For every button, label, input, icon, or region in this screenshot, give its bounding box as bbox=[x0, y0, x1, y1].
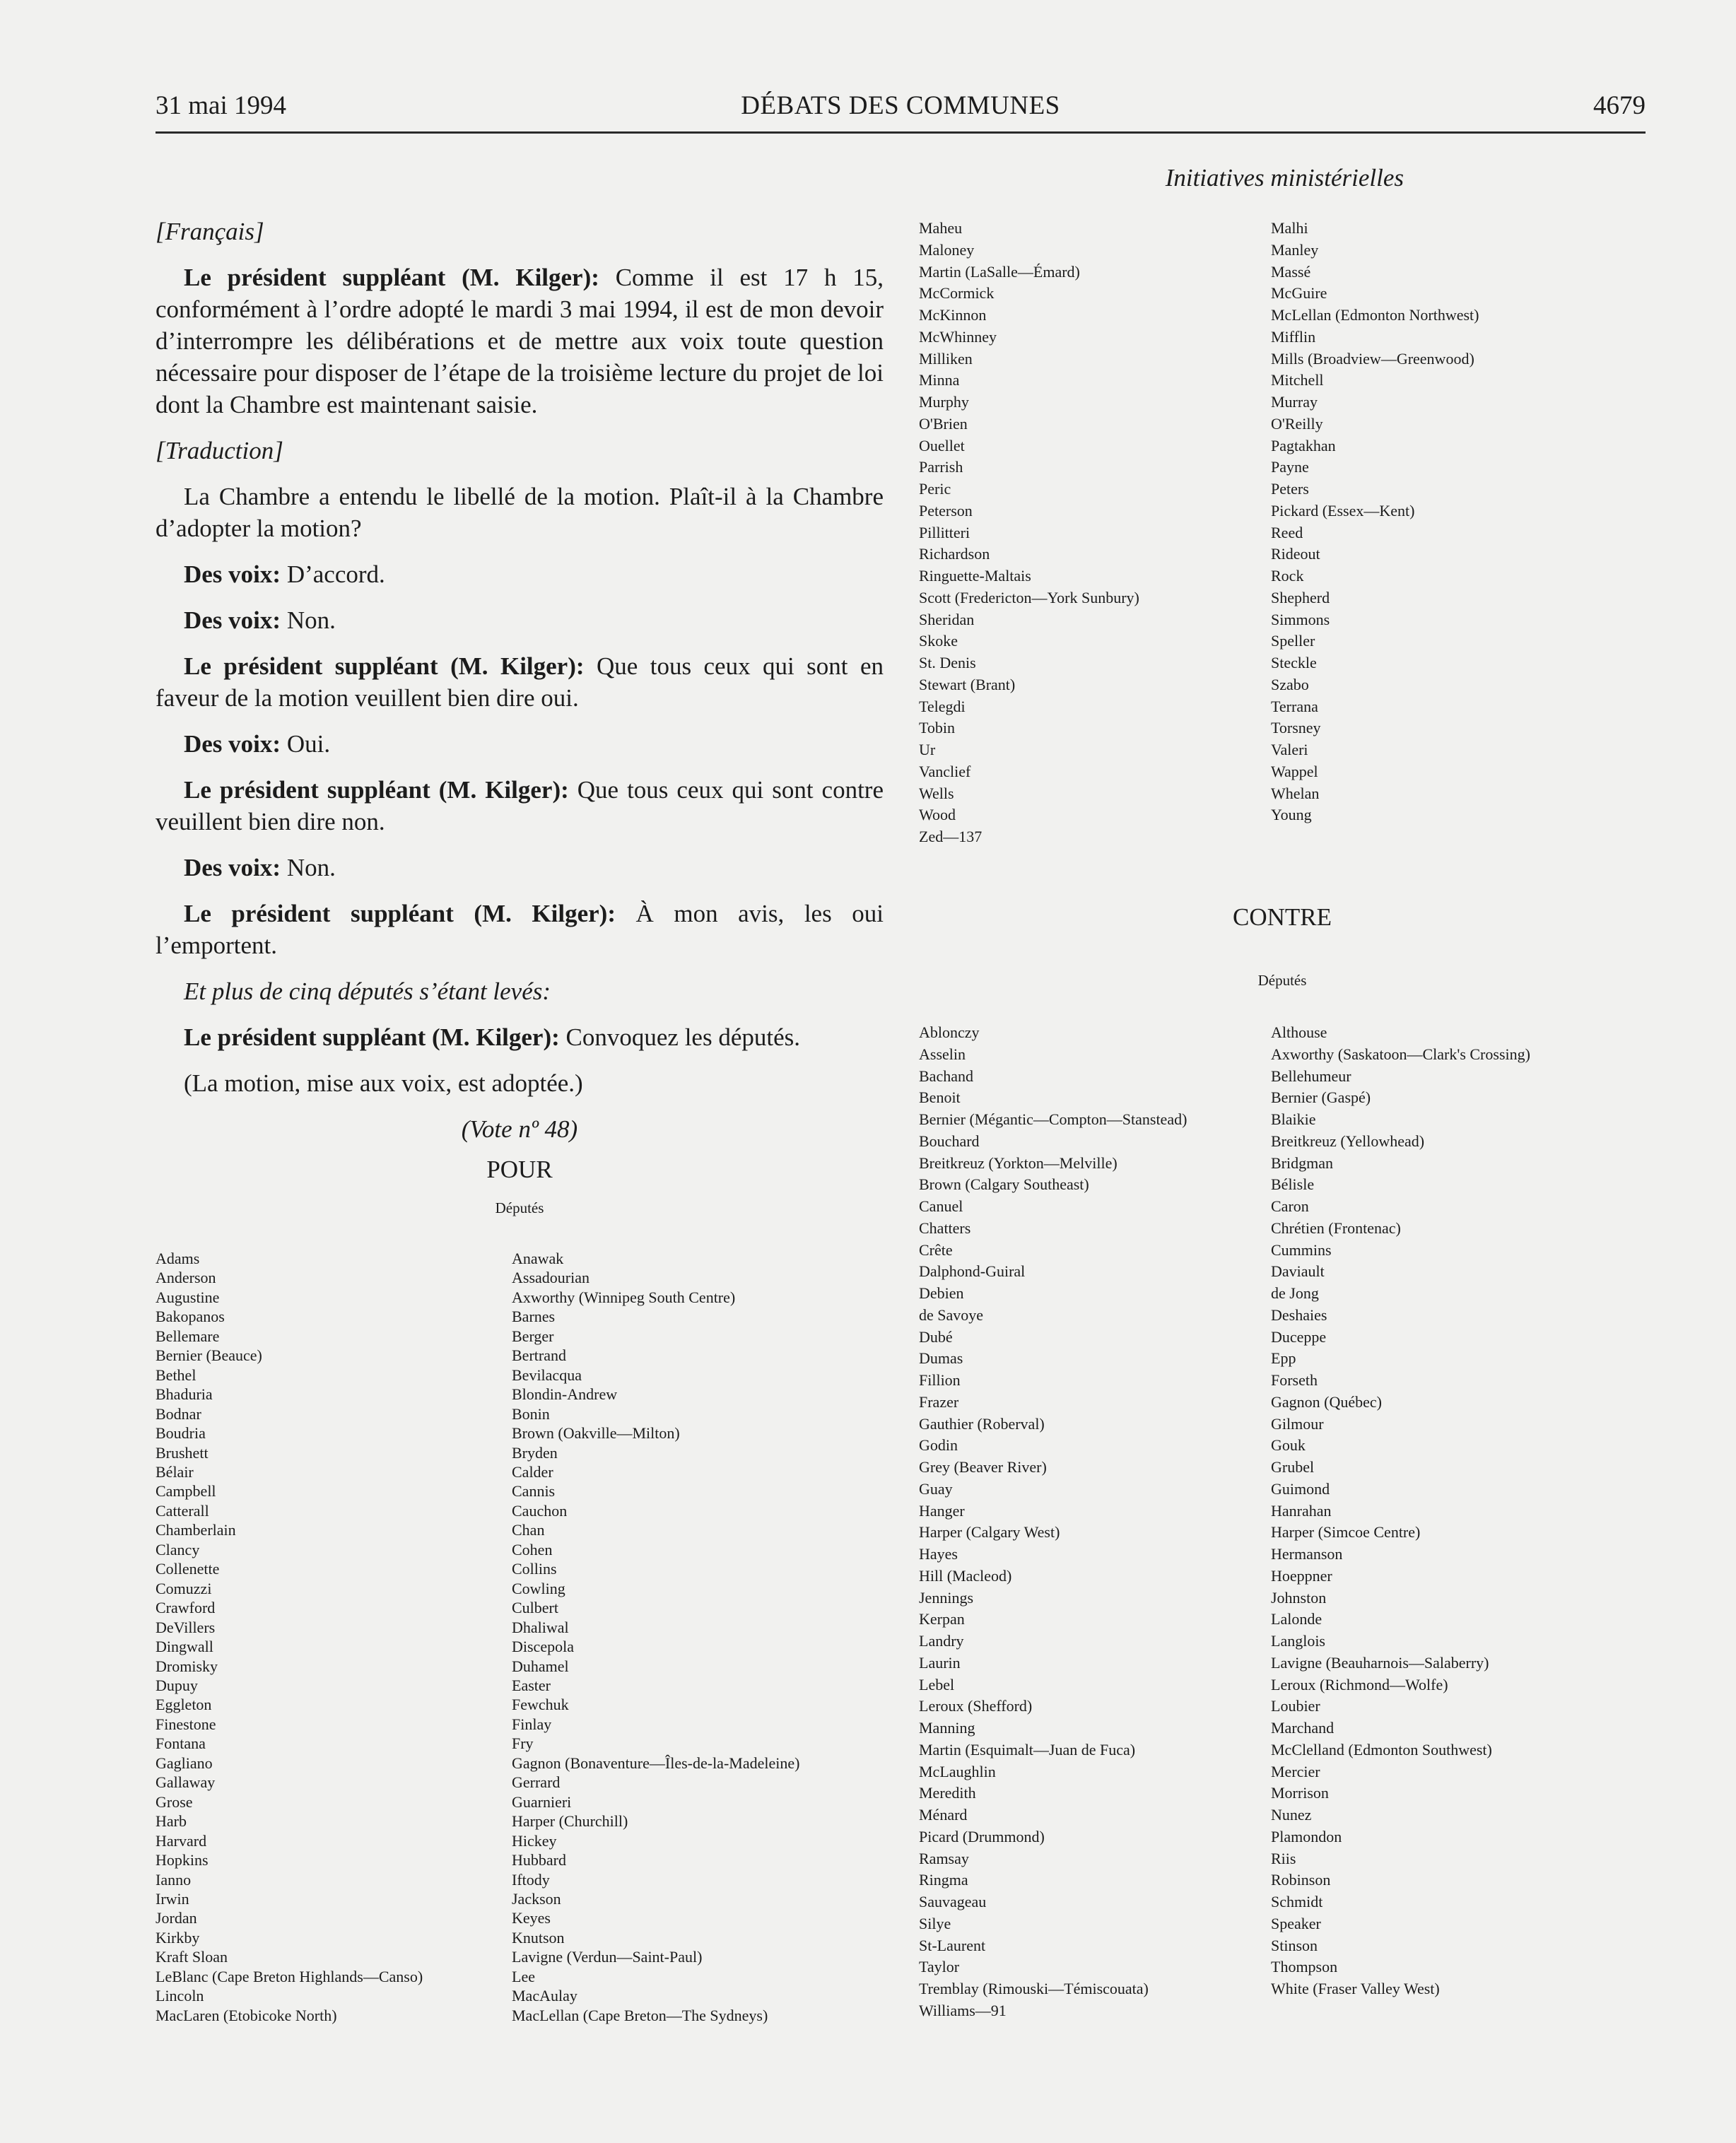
member-name: Hanger bbox=[919, 1501, 965, 1520]
member-name: Breitkreuz (Yorkton—Melville) bbox=[919, 1153, 1118, 1172]
member-name: Bridgman bbox=[1271, 1153, 1333, 1172]
member-name: Bachand bbox=[919, 1067, 973, 1085]
member-name: Thompson bbox=[1271, 1958, 1338, 1976]
member-name: Boudria bbox=[156, 1424, 206, 1443]
member-name: Nunez bbox=[1271, 1806, 1312, 1824]
member-name: Pickard (Essex—Kent) bbox=[1271, 501, 1415, 519]
contre-names-column-2 bbox=[1271, 1022, 1530, 2000]
member-name: Landry bbox=[919, 1632, 964, 1650]
member-name: Axworthy (Saskatoon—Clark's Crossing) bbox=[1271, 1045, 1530, 1063]
member-name: Leroux (Richmond—Wolfe) bbox=[1271, 1675, 1448, 1693]
member-name: Milliken bbox=[919, 349, 973, 368]
member-name: Cummins bbox=[1271, 1240, 1332, 1259]
member-name: Harper (Churchill) bbox=[512, 1812, 628, 1831]
member-name: MacAulay bbox=[512, 1987, 577, 2005]
member-name: McLaughlin bbox=[919, 1762, 996, 1780]
member-name: Malhi bbox=[1271, 219, 1308, 237]
member-name: Schmidt bbox=[1271, 1893, 1323, 1910]
speaker-label: Le président suppléant (M. Kilger): bbox=[184, 776, 569, 804]
member-name: Speller bbox=[1271, 632, 1315, 650]
member-name: White (Fraser Valley West) bbox=[1271, 1980, 1440, 1997]
speaker-label: Des voix: bbox=[184, 730, 281, 758]
member-name: Dumas bbox=[919, 1349, 963, 1368]
member-name: Brushett bbox=[156, 1443, 209, 1462]
member-name: Gagnon (Bonaventure—Îles-de-la-Madeleine) bbox=[512, 1754, 800, 1772]
member-name: Bertrand bbox=[512, 1346, 566, 1365]
debate-paragraph bbox=[156, 604, 884, 636]
debate-paragraph: La Chambre a entendu le libellé de la motion. Plaît-il à la Chambre d’adopter la motion? bbox=[156, 483, 884, 542]
member-name: Tobin bbox=[919, 719, 956, 737]
debate-paragraph bbox=[156, 774, 884, 838]
member-name: Skoke bbox=[919, 632, 958, 650]
member-name: DeVillers bbox=[156, 1618, 216, 1636]
debate-paragraph bbox=[156, 262, 884, 421]
member-name: Grose bbox=[156, 1792, 193, 1811]
member-name: Keyes bbox=[512, 1909, 551, 1927]
member-name: Finlay bbox=[512, 1715, 552, 1733]
member-name: Fontana bbox=[156, 1734, 206, 1753]
member-name: Campbell bbox=[156, 1482, 216, 1501]
pour-names-column-2 bbox=[512, 1249, 799, 2025]
member-name: Cowling bbox=[512, 1579, 565, 1597]
member-name: Whelan bbox=[1271, 784, 1320, 802]
member-name: Ur bbox=[919, 741, 936, 758]
member-name: Asselin bbox=[919, 1045, 966, 1063]
member-name: Leroux (Shefford) bbox=[919, 1697, 1033, 1715]
speech-text: Comme il est 17 h 15, conformément à l’ordre adopté le mardi 3 mai 1994, il est de mon devoir d’interrompre les délibérations et de mettre aux voix toute question nécessaire pour disposer de l’étape de la troisième lecture du projet de loi dont la Chambre est maintenant saisie. bbox=[156, 264, 884, 418]
member-name: Chatters bbox=[919, 1219, 971, 1237]
contre-names-column-1 bbox=[919, 1022, 1187, 2022]
member-name: Laurin bbox=[919, 1653, 961, 1672]
member-name: Richardson bbox=[919, 545, 990, 563]
member-name: Telegdi bbox=[919, 697, 966, 715]
member-name: Wells bbox=[919, 784, 954, 802]
member-name: Frazer bbox=[919, 1392, 959, 1411]
member-name: Harper (Calgary West) bbox=[919, 1523, 1060, 1542]
member-name: Rock bbox=[1271, 567, 1304, 585]
member-name: Morrison bbox=[1271, 1784, 1329, 1802]
speech-text: À mon avis, les oui l’emportent. bbox=[156, 900, 884, 959]
member-name: Simmons bbox=[1271, 610, 1330, 628]
member-name: Althouse bbox=[1271, 1023, 1327, 1041]
member-name: Martin (LaSalle—Émard) bbox=[919, 262, 1080, 281]
debate-paragraph bbox=[156, 650, 884, 714]
member-name: Bellemare bbox=[156, 1327, 220, 1345]
speaker-label: Des voix: bbox=[184, 606, 281, 634]
member-name: Minna bbox=[919, 371, 960, 389]
member-name: Langlois bbox=[1271, 1632, 1325, 1650]
member-name: Ouellet bbox=[919, 436, 965, 454]
member-name: Gerrard bbox=[512, 1773, 561, 1792]
member-name: Kraft Sloan bbox=[156, 1948, 228, 1966]
member-name: Easter bbox=[512, 1676, 551, 1694]
member-name: Gauthier (Roberval) bbox=[919, 1414, 1045, 1433]
header-divider bbox=[156, 131, 1646, 134]
member-name: Benoit bbox=[919, 1088, 961, 1107]
member-name: Hickey bbox=[512, 1831, 557, 1850]
member-name: Rideout bbox=[1271, 545, 1320, 563]
member-name: Vanclief bbox=[919, 762, 971, 780]
member-name: Manley bbox=[1271, 240, 1319, 259]
member-name: Cohen bbox=[512, 1540, 553, 1558]
speech-text: Que tous ceux qui sont contre veuillent bien dire non. bbox=[156, 776, 884, 835]
member-name: Catterall bbox=[156, 1501, 209, 1520]
member-name: Sauvageau bbox=[919, 1893, 987, 1910]
pour-heading: POUR bbox=[486, 1156, 553, 1183]
speaker-label: Le président suppléant (M. Kilger): bbox=[184, 900, 616, 927]
member-name: Picard (Drummond) bbox=[919, 1827, 1045, 1845]
member-name: Chan bbox=[512, 1521, 545, 1539]
speaker-label: Le président suppléant (M. Kilger): bbox=[184, 1023, 560, 1051]
member-name: Robinson bbox=[1271, 1871, 1331, 1889]
member-name: Speaker bbox=[1271, 1914, 1321, 1932]
member-name: Adams bbox=[156, 1250, 200, 1267]
member-name: Lavigne (Verdun—Saint-Paul) bbox=[512, 1948, 703, 1966]
member-name: Loubier bbox=[1271, 1697, 1320, 1715]
member-name: Berger bbox=[512, 1327, 554, 1345]
member-name: Fry bbox=[512, 1734, 534, 1753]
pour-names-column-4 bbox=[1271, 218, 1479, 826]
member-name: Axworthy (Winnipeg South Centre) bbox=[512, 1288, 736, 1306]
member-name: Stinson bbox=[1271, 1936, 1318, 1954]
member-name: Gilmour bbox=[1271, 1414, 1324, 1433]
member-name: O'Brien bbox=[919, 414, 968, 433]
member-name: McWhinney bbox=[919, 327, 997, 346]
member-name: Kerpan bbox=[919, 1610, 965, 1628]
debate-paragraph bbox=[156, 1021, 884, 1053]
member-name: Bouchard bbox=[919, 1132, 980, 1150]
debate-paragraph: Et plus de cinq députés s’étant levés: bbox=[184, 977, 551, 1005]
member-name: O'Reilly bbox=[1271, 414, 1323, 433]
member-name: Gouk bbox=[1271, 1436, 1306, 1455]
member-name: Eggleton bbox=[156, 1696, 212, 1714]
member-name: Crête bbox=[919, 1240, 953, 1259]
member-name: Szabo bbox=[1271, 675, 1309, 693]
member-name: Collins bbox=[512, 1560, 557, 1578]
member-name: Hoeppner bbox=[1271, 1566, 1332, 1585]
member-name: Bélair bbox=[156, 1462, 194, 1481]
speech-text: Convoquez les députés. bbox=[559, 1023, 800, 1051]
member-name: Bhaduria bbox=[156, 1385, 213, 1404]
member-name: Iftody bbox=[512, 1870, 550, 1889]
speaker-label: Des voix: bbox=[184, 560, 281, 588]
member-name: Bernier (Beauce) bbox=[156, 1346, 262, 1365]
member-name: Dromisky bbox=[156, 1657, 218, 1675]
member-name: Godin bbox=[919, 1436, 958, 1455]
member-name: Jackson bbox=[512, 1889, 561, 1908]
language-marker: [Français] bbox=[156, 218, 264, 245]
member-name: Gagliano bbox=[156, 1754, 213, 1772]
header-page-number: 4679 bbox=[1593, 91, 1646, 120]
member-name: Zed—137 bbox=[919, 828, 983, 845]
member-name: Ablonczy bbox=[919, 1023, 980, 1041]
member-name: Fewchuk bbox=[512, 1696, 569, 1714]
member-name: Martin (Esquimalt—Juan de Fuca) bbox=[919, 1740, 1136, 1759]
member-name: Payne bbox=[1271, 458, 1309, 476]
member-name: Reed bbox=[1271, 523, 1303, 541]
member-name: Dalphond-Guiral bbox=[919, 1262, 1026, 1281]
member-name: Steckle bbox=[1271, 654, 1317, 671]
member-name: Deshaies bbox=[1271, 1305, 1327, 1324]
member-name: Williams—91 bbox=[919, 2001, 1007, 2019]
member-name: Ramsay bbox=[919, 1849, 969, 1867]
member-name: Dingwall bbox=[156, 1638, 213, 1656]
member-name: Bethel bbox=[156, 1366, 197, 1384]
member-name: Ringma bbox=[919, 1871, 968, 1889]
member-name: Dubé bbox=[919, 1327, 953, 1346]
member-name: Gagnon (Québec) bbox=[1271, 1392, 1382, 1411]
member-name: Chrétien (Frontenac) bbox=[1271, 1219, 1401, 1237]
debate-column bbox=[156, 216, 884, 1224]
member-name: Chamberlain bbox=[156, 1521, 236, 1539]
member-name: Peters bbox=[1271, 480, 1309, 498]
member-name: Massé bbox=[1271, 262, 1311, 281]
member-name: Debien bbox=[919, 1284, 964, 1302]
member-name: Duhamel bbox=[512, 1657, 569, 1675]
member-name: Epp bbox=[1271, 1349, 1296, 1368]
member-name: Bernier (Mégantic—Compton—Stanstead) bbox=[919, 1110, 1187, 1128]
member-name: McGuire bbox=[1271, 284, 1327, 303]
member-name: Hubbard bbox=[512, 1851, 566, 1869]
member-name: Scott (Fredericton—York Sunbury) bbox=[919, 588, 1139, 606]
member-name: Assadourian bbox=[512, 1269, 590, 1287]
member-name: de Jong bbox=[1271, 1284, 1319, 1302]
member-name: McKinnon bbox=[919, 306, 987, 324]
member-name: Murphy bbox=[919, 393, 969, 411]
member-name: Lebel bbox=[919, 1675, 955, 1693]
member-name: Stewart (Brant) bbox=[919, 675, 1016, 693]
member-name: Crawford bbox=[156, 1599, 216, 1617]
member-name: MacLellan (Cape Breton—The Sydneys) bbox=[512, 2006, 768, 2024]
member-name: Riis bbox=[1271, 1849, 1296, 1867]
member-name: Comuzzi bbox=[156, 1579, 212, 1597]
member-name: Cannis bbox=[512, 1482, 556, 1501]
member-name: Bodnar bbox=[156, 1404, 201, 1423]
debate-paragraph bbox=[156, 898, 884, 961]
member-name: Caron bbox=[1271, 1197, 1309, 1215]
debate-paragraph: (La motion, mise aux voix, est adoptée.) bbox=[184, 1069, 583, 1097]
member-name: Jennings bbox=[919, 1588, 973, 1607]
member-name: Hopkins bbox=[156, 1851, 209, 1869]
member-name: Sheridan bbox=[919, 610, 975, 628]
member-name: Guimond bbox=[1271, 1479, 1330, 1498]
member-name: Collenette bbox=[156, 1560, 220, 1578]
member-name: St-Laurent bbox=[919, 1936, 986, 1954]
member-name: Anderson bbox=[156, 1269, 216, 1287]
member-name: Canuel bbox=[919, 1197, 963, 1215]
member-name: McCormick bbox=[919, 284, 995, 303]
member-name: Guay bbox=[919, 1479, 953, 1498]
member-name: Calder bbox=[512, 1462, 553, 1481]
debate-paragraph bbox=[156, 558, 884, 590]
debate-paragraph bbox=[156, 852, 884, 883]
member-name: Peric bbox=[919, 480, 951, 498]
member-name: Bernier (Gaspé) bbox=[1271, 1088, 1371, 1107]
speech-text: Que tous ceux qui sont en faveur de la motion veuillent bien dire oui. bbox=[156, 652, 884, 712]
member-name: Blondin-Andrew bbox=[512, 1385, 618, 1404]
member-name: Lincoln bbox=[156, 1987, 204, 2005]
member-name: Augustine bbox=[156, 1288, 220, 1306]
member-name: Bélisle bbox=[1271, 1175, 1315, 1194]
member-name: de Savoye bbox=[919, 1305, 984, 1324]
member-name: Lavigne (Beauharnois—Salaberry) bbox=[1271, 1653, 1489, 1672]
member-name: Shepherd bbox=[1271, 588, 1330, 606]
member-name: Forseth bbox=[1271, 1371, 1318, 1389]
member-name: Marchand bbox=[1271, 1719, 1335, 1737]
member-name: Pagtakhan bbox=[1271, 436, 1336, 454]
member-name: Anawak bbox=[512, 1250, 564, 1267]
member-name: Tremblay (Rimouski—Témiscouata) bbox=[919, 1980, 1149, 1997]
member-name: McClelland (Edmonton Southwest) bbox=[1271, 1740, 1492, 1759]
debate-paragraph bbox=[156, 728, 884, 760]
member-name: Parrish bbox=[919, 458, 963, 476]
member-name: Grey (Beaver River) bbox=[919, 1458, 1047, 1476]
member-name: Taylor bbox=[919, 1958, 960, 1976]
speech-text: Non. bbox=[281, 854, 336, 881]
member-name: Hermanson bbox=[1271, 1545, 1343, 1563]
member-name: Knutson bbox=[512, 1928, 565, 1947]
speaker-label: Le président suppléant (M. Kilger): bbox=[184, 652, 585, 680]
member-name: Breitkreuz (Yellowhead) bbox=[1271, 1132, 1425, 1150]
member-name: Clancy bbox=[156, 1540, 200, 1558]
member-name: Torsney bbox=[1271, 719, 1321, 737]
member-name: Valeri bbox=[1271, 741, 1308, 758]
member-name: Plamondon bbox=[1271, 1827, 1342, 1845]
member-name: Irwin bbox=[156, 1889, 189, 1908]
member-name: Brown (Calgary Southeast) bbox=[919, 1175, 1089, 1194]
member-name: Maloney bbox=[919, 240, 975, 259]
member-name: Bonin bbox=[512, 1404, 550, 1423]
language-marker: [Traduction] bbox=[156, 437, 283, 464]
member-name: Culbert bbox=[512, 1599, 558, 1617]
member-name: Duceppe bbox=[1271, 1327, 1327, 1346]
speech-text: Oui. bbox=[281, 730, 331, 758]
member-name: Ringuette-Maltais bbox=[919, 567, 1031, 585]
member-name: McLellan (Edmonton Northwest) bbox=[1271, 306, 1479, 324]
speaker-label: Le président suppléant (M. Kilger): bbox=[184, 264, 599, 291]
member-name: Harper (Simcoe Centre) bbox=[1271, 1523, 1421, 1542]
member-name: Dhaliwal bbox=[512, 1618, 569, 1636]
vote-number: (Vote nº 48) bbox=[461, 1115, 578, 1143]
pour-names-column-3 bbox=[919, 218, 1139, 848]
member-name: Gallaway bbox=[156, 1773, 216, 1792]
member-name: Guarnieri bbox=[512, 1792, 572, 1811]
member-name: Kirkby bbox=[156, 1928, 200, 1947]
member-name: Grubel bbox=[1271, 1458, 1315, 1476]
member-name: Bakopanos bbox=[156, 1308, 225, 1326]
page-header bbox=[156, 90, 1646, 130]
member-name: Ianno bbox=[156, 1870, 192, 1889]
member-name: Jordan bbox=[156, 1909, 197, 1927]
member-name: Ménard bbox=[919, 1806, 968, 1824]
member-name: Lee bbox=[512, 1967, 535, 1985]
member-name: Barnes bbox=[512, 1308, 556, 1326]
member-name: Lalonde bbox=[1271, 1610, 1322, 1628]
member-name: Hanrahan bbox=[1271, 1501, 1332, 1520]
member-name: St. Denis bbox=[919, 654, 976, 671]
member-name: Dupuy bbox=[156, 1676, 198, 1694]
pour-names-column-1 bbox=[156, 1249, 423, 2025]
pour-deputes-label: Députés bbox=[495, 1199, 544, 1216]
member-name: Daviault bbox=[1271, 1262, 1325, 1281]
member-name: Harb bbox=[156, 1812, 187, 1831]
member-name: Wappel bbox=[1271, 762, 1318, 780]
member-name: Hill (Macleod) bbox=[919, 1566, 1012, 1585]
member-name: Young bbox=[1271, 806, 1312, 824]
member-name: LeBlanc (Cape Breton Highlands—Canso) bbox=[156, 1967, 423, 1985]
section-title: Initiatives ministérielles bbox=[1165, 164, 1404, 192]
member-name: Hayes bbox=[919, 1545, 958, 1563]
member-name: Brown (Oakville—Milton) bbox=[512, 1424, 680, 1443]
member-name: Pillitteri bbox=[919, 523, 970, 541]
contre-deputes-label: Députés bbox=[1257, 972, 1307, 989]
member-name: Bryden bbox=[512, 1443, 558, 1462]
member-name: Mercier bbox=[1271, 1762, 1320, 1780]
member-name: Maheu bbox=[919, 219, 963, 237]
speaker-label: Des voix: bbox=[184, 854, 281, 881]
member-name: Murray bbox=[1271, 393, 1318, 411]
member-name: Wood bbox=[919, 806, 956, 824]
member-name: Johnston bbox=[1271, 1588, 1327, 1607]
member-name: Silye bbox=[919, 1914, 951, 1932]
header-title: DÉBATS DES COMMUNES bbox=[741, 91, 1060, 120]
member-name: Finestone bbox=[156, 1715, 216, 1733]
member-name: Bevilacqua bbox=[512, 1366, 582, 1384]
member-name: Bellehumeur bbox=[1271, 1067, 1351, 1085]
member-name: Mifflin bbox=[1271, 327, 1316, 346]
member-name: Fillion bbox=[919, 1371, 961, 1389]
member-name: Harvard bbox=[156, 1831, 207, 1850]
speech-text: D’accord. bbox=[281, 560, 385, 588]
member-name: Blaikie bbox=[1271, 1110, 1316, 1128]
member-name: Peterson bbox=[919, 501, 973, 519]
member-name: Terrana bbox=[1271, 697, 1318, 715]
contre-heading: CONTRE bbox=[1233, 903, 1332, 931]
speech-text: Non. bbox=[281, 606, 336, 634]
member-name: Mitchell bbox=[1271, 371, 1324, 389]
member-name: Discepola bbox=[512, 1638, 574, 1656]
member-name: Meredith bbox=[919, 1784, 976, 1802]
member-name: Cauchon bbox=[512, 1501, 568, 1520]
member-name: Mills (Broadview—Greenwood) bbox=[1271, 349, 1474, 368]
member-name: Manning bbox=[919, 1719, 975, 1737]
header-date: 31 mai 1994 bbox=[156, 91, 286, 120]
member-name: MacLaren (Etobicoke North) bbox=[156, 2006, 337, 2024]
